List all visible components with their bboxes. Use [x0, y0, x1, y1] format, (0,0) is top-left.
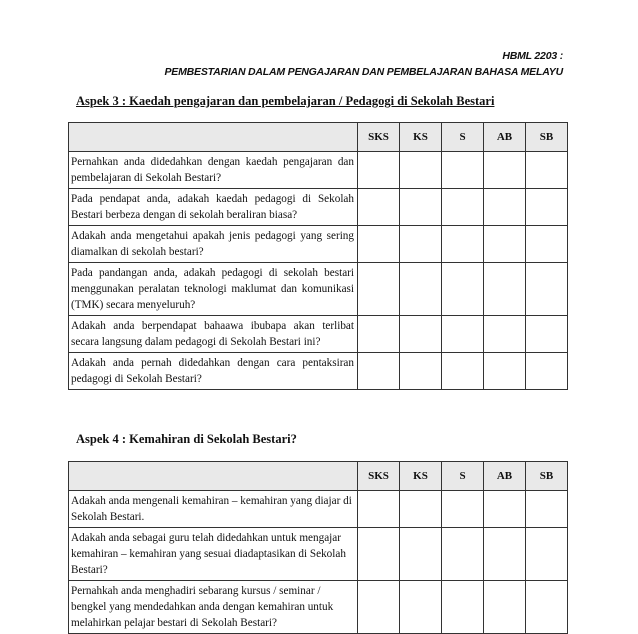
answer-cell[interactable] — [484, 528, 526, 581]
answer-cell[interactable] — [400, 189, 442, 226]
answer-cell[interactable] — [358, 152, 400, 189]
scale-ab: AB — [484, 123, 526, 152]
scale-s: S — [442, 462, 484, 491]
scale-sb: SB — [526, 123, 568, 152]
answer-cell[interactable] — [526, 316, 568, 353]
answer-cell[interactable] — [358, 581, 400, 634]
answer-cell[interactable] — [526, 353, 568, 390]
question-text: Adakah anda sebagai guru telah didedahkan untuk mengajar kemahiran – kemahiran yang sesuai diadaptasikan di Sekolah Bestari? — [69, 528, 358, 581]
course-title: PEMBESTARIAN DALAM PENGAJARAN DAN PEMBELAJARAN BAHASA MELAYU — [164, 66, 563, 78]
answer-cell[interactable] — [484, 491, 526, 528]
aspect4-table — [68, 461, 568, 634]
question-text: Pada pendapat anda, adakah kaedah pedagogi di Sekolah Bestari berbeza dengan di sekolah beraliran biasa? — [69, 189, 358, 226]
answer-cell[interactable] — [484, 226, 526, 263]
answer-cell[interactable] — [526, 491, 568, 528]
answer-cell[interactable] — [526, 528, 568, 581]
answer-cell[interactable] — [484, 316, 526, 353]
aspect4-title: Aspek 4 : Kemahiran di Sekolah Bestari? — [76, 432, 297, 446]
question-text: Adakah anda mengetahui apakah jenis pedagogi yang sering diamalkan di sekolah bestari? — [69, 226, 358, 263]
answer-cell[interactable] — [400, 263, 442, 316]
table-row — [69, 581, 568, 634]
answer-cell[interactable] — [400, 226, 442, 263]
answer-cell[interactable] — [442, 581, 484, 634]
table-header-row — [69, 462, 568, 491]
answer-cell[interactable] — [442, 316, 484, 353]
aspect3-title: Aspek 3 : Kaedah pengajaran dan pembelajaran / Pedagogi di Sekolah Bestari — [76, 94, 495, 108]
course-code: HBML 2203 : — [502, 50, 563, 62]
scale-sb: SB — [526, 462, 568, 491]
question-text: Pernahkah anda menghadiri sebarang kursus / seminar / bengkel yang mendedahkan anda dengan kemahiran untuk melahirkan pelajar bestari di Sekolah Bestari? — [69, 581, 358, 634]
answer-cell[interactable] — [484, 263, 526, 316]
aspect3-table — [68, 122, 568, 390]
answer-cell[interactable] — [400, 528, 442, 581]
answer-cell[interactable] — [484, 581, 526, 634]
answer-cell[interactable] — [484, 353, 526, 390]
answer-cell[interactable] — [358, 263, 400, 316]
answer-cell[interactable] — [526, 263, 568, 316]
answer-cell[interactable] — [442, 263, 484, 316]
answer-cell[interactable] — [358, 491, 400, 528]
answer-cell[interactable] — [400, 491, 442, 528]
scale-s: S — [442, 123, 484, 152]
question-header — [69, 123, 358, 152]
question-text: Pernahkan anda didedahkan dengan kaedah pengajaran dan pembelajaran di Sekolah Bestari? — [69, 152, 358, 189]
table-row — [69, 189, 568, 226]
answer-cell[interactable] — [400, 581, 442, 634]
answer-cell[interactable] — [484, 189, 526, 226]
answer-cell[interactable] — [442, 152, 484, 189]
answer-cell[interactable] — [526, 226, 568, 263]
question-text: Adakah anda berpendapat bahaawa ibubapa akan terlibat secara langsung dalam pedagogi di Sekolah Bestari ini? — [69, 316, 358, 353]
scale-ks: KS — [400, 123, 442, 152]
table-row — [69, 316, 568, 353]
answer-cell[interactable] — [442, 226, 484, 263]
table-header-row — [69, 123, 568, 152]
answer-cell[interactable] — [358, 316, 400, 353]
answer-cell[interactable] — [400, 316, 442, 353]
question-text: Adakah anda pernah didedahkan dengan cara pentaksiran pedagogi di Sekolah Bestari? — [69, 353, 358, 390]
scale-ks: KS — [400, 462, 442, 491]
scale-sks: SKS — [358, 123, 400, 152]
table-row — [69, 491, 568, 528]
answer-cell[interactable] — [400, 152, 442, 189]
table-row — [69, 263, 568, 316]
table-row — [69, 152, 568, 189]
answer-cell[interactable] — [358, 189, 400, 226]
answer-cell[interactable] — [442, 189, 484, 226]
answer-cell[interactable] — [442, 353, 484, 390]
table-row — [69, 528, 568, 581]
answer-cell[interactable] — [442, 491, 484, 528]
scale-sks: SKS — [358, 462, 400, 491]
question-text: Adakah anda mengenali kemahiran – kemahiran yang diajar di Sekolah Bestari. — [69, 491, 358, 528]
table-row — [69, 226, 568, 263]
answer-cell[interactable] — [358, 226, 400, 263]
answer-cell[interactable] — [400, 353, 442, 390]
answer-cell[interactable] — [526, 189, 568, 226]
answer-cell[interactable] — [358, 353, 400, 390]
question-header — [69, 462, 358, 491]
answer-cell[interactable] — [526, 581, 568, 634]
table-row — [69, 353, 568, 390]
answer-cell[interactable] — [526, 152, 568, 189]
answer-cell[interactable] — [484, 152, 526, 189]
answer-cell[interactable] — [358, 528, 400, 581]
scale-ab: AB — [484, 462, 526, 491]
answer-cell[interactable] — [442, 528, 484, 581]
question-text: Pada pandangan anda, adakah pedagogi di sekolah bestari menggunakan peralatan teknologi maklumat dan komunikasi (TMK) secara menyeluruh? — [69, 263, 358, 316]
